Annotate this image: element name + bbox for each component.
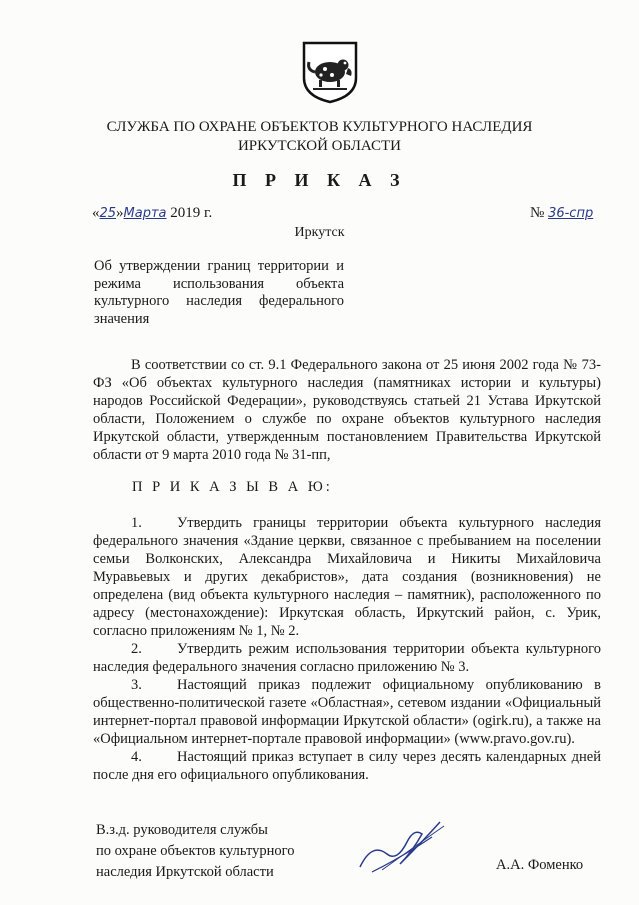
document-title: П Р И К А З — [232, 170, 407, 190]
order-item-4: 4. Настоящий приказ вступает в силу через десять календарных дней после дня его официального опубликования. — [93, 749, 601, 783]
signatory-title: В.з.д. руководителя службы по охране объектов культурного наследия Иркутской области — [96, 822, 295, 880]
order-items — [93, 514, 601, 784]
order-item-3: 3. Настоящий приказ подлежит официальному опубликованию в общественно-политической газете «Областная», сетевом издании «Официальный интернет-портал правовой информации Иркутской области» (ogirk.ru), а также на «Официальном интернет-портале правовой информации» (www.pravo.gov.ru). — [93, 677, 601, 747]
handwritten-signature-icon — [352, 812, 452, 882]
order-item-2: 2. Утвердить режим использования территории объекта культурного наследия федерального значения согласно приложению № 3. — [93, 641, 601, 675]
order-date: «25»Марта 2019 г. — [92, 205, 213, 221]
city: Иркутск — [294, 225, 345, 240]
coat-of-arms-icon — [301, 40, 359, 104]
order-subject: Об утверждении границ территории и режима использования объекта культурного наследия федерального значения — [94, 258, 344, 327]
preamble: В соответствии со ст. 9.1 Федерального закона от 25 июня 2002 года № 73-ФЗ «Об объектах культурного наследия (памятниках истории и культуры) народов Российской Федерации», руководствуясь статьей 21 Устава Иркутской области, Положением о службе по охране объектов культурного наследия Иркутской области, утвержденным постановлением Правительства Иркутской области от 9 марта 2010 года № 31-пп, — [93, 357, 601, 463]
agency-name-line1: СЛУЖБА ПО ОХРАНЕ ОБЪЕКТОВ КУЛЬТУРНОГО НАСЛЕДИЯ — [106, 119, 533, 135]
order-number: № 36-спр — [530, 205, 594, 221]
order-heading: П Р И К А З Ы В А Ю: — [132, 479, 333, 495]
order-item-1: 1. Утвердить границы территории объекта культурного наследия федерального значения «Здание церкви, связанное с пребыванием на поселении семьи Волконских, Александра Михайловича и Никиты Михайловича Муравьевых и других декабристов», дата создания (возникновения) не определена (вид объекта культурного наследия – памятник), расположенного по адресу (местонахождение): Иркутская область, Иркутский район, с. Урик, согласно приложениям № 1, № 2. — [93, 515, 601, 639]
agency-name-line2: ИРКУТСКОЙ ОБЛАСТИ — [237, 138, 402, 154]
signatory-name: А.А. Фоменко — [496, 857, 584, 873]
